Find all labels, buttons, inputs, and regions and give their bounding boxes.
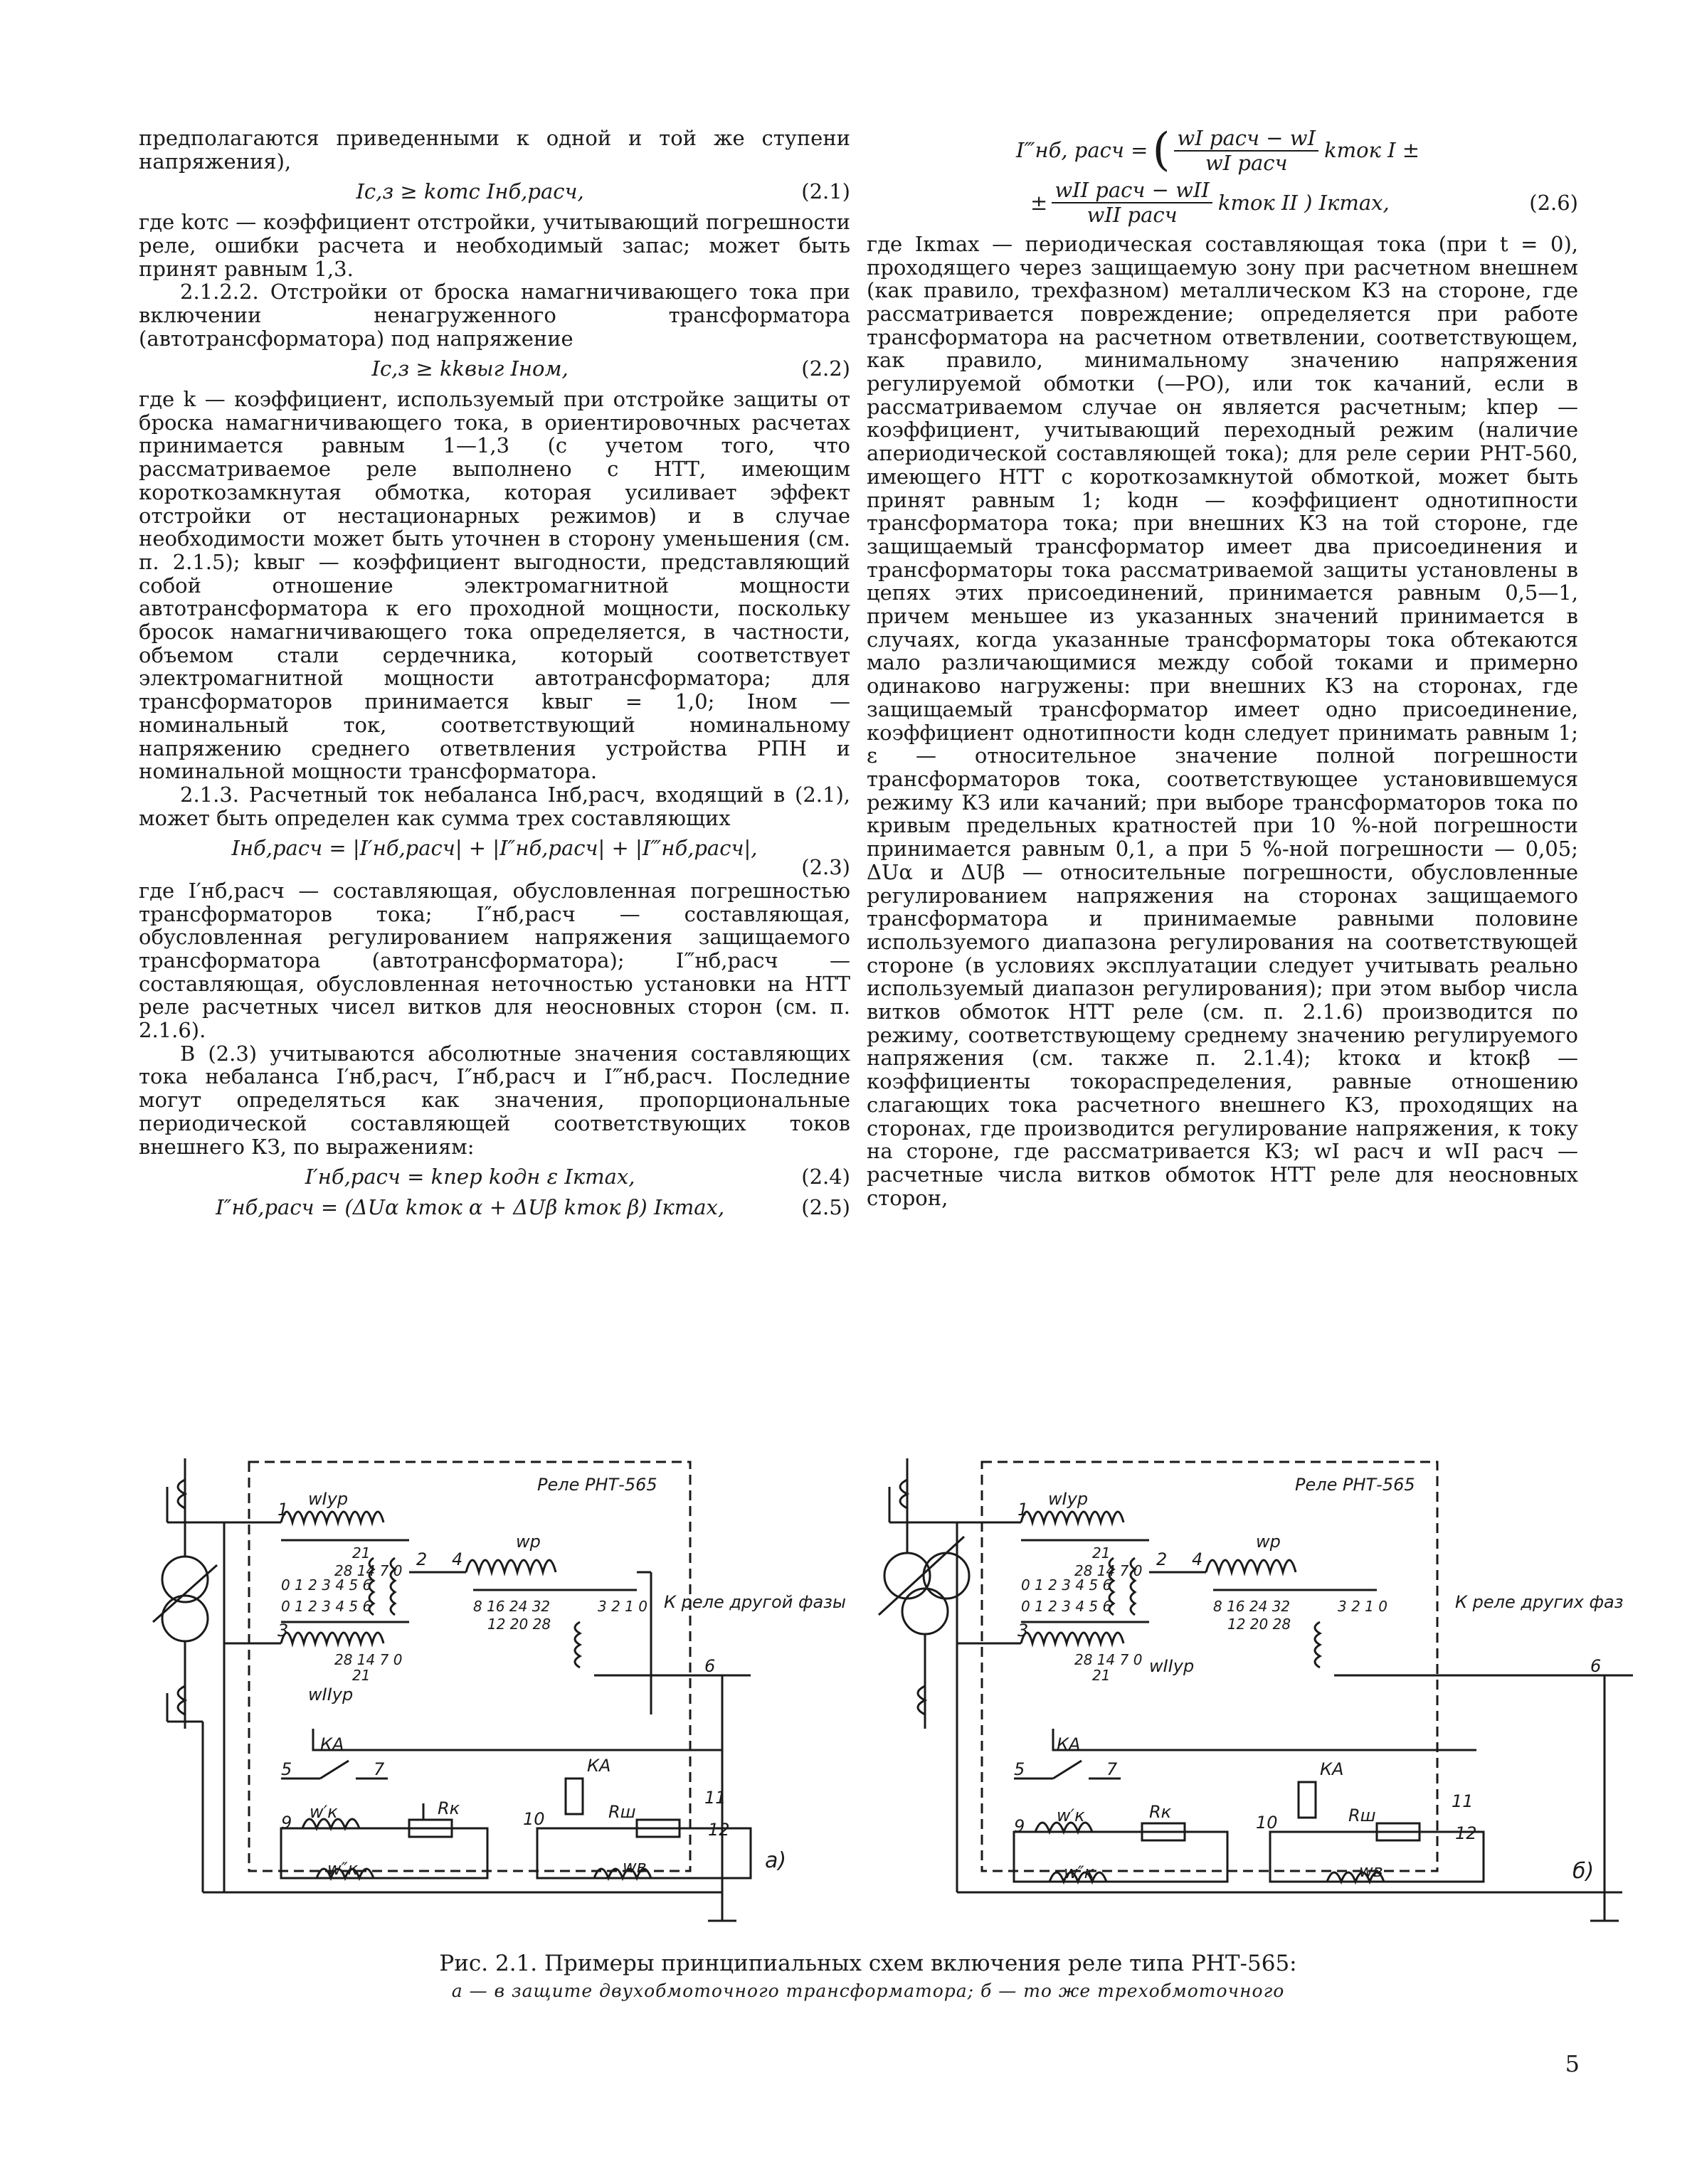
svg-text:21: 21: [352, 1544, 371, 1562]
rk-label: Rк: [438, 1798, 460, 1818]
wk2-label: w″к: [327, 1859, 359, 1879]
svg-text:5: 5: [281, 1759, 292, 1779]
scheme-b: [879, 1458, 1633, 1921]
svg-text:11: 11: [1452, 1791, 1474, 1811]
ka-label: КА: [320, 1734, 344, 1754]
scheme-a-label: а): [765, 1848, 787, 1873]
rsh-label: Rш: [608, 1802, 636, 1822]
svg-text:9: 9: [1014, 1816, 1025, 1836]
wp-label: wр: [516, 1532, 541, 1552]
equation-2-4: I′нб,расч = kпер kодн ε Iкmax, (2.4): [305, 1165, 850, 1189]
svg-text:6: 6: [1590, 1656, 1602, 1676]
svg-text:0 1 2 3 4 5 6: 0 1 2 3 4 5 6: [281, 1576, 372, 1594]
svg-text:8 16 24 32: 8 16 24 32: [473, 1598, 551, 1615]
paragraph: предполагаются приведенными к одной и той же ступени напряжения),: [139, 126, 850, 174]
svg-text:4: 4: [452, 1549, 463, 1569]
svg-text:0 1 2 3 4 5 6: 0 1 2 3 4 5 6: [1021, 1598, 1112, 1615]
paragraph: где kотс — коэффициент отстройки, учитывающий погрешности реле, ошибки расчета и необходимый запас; может быть принят равным 1,3.: [139, 210, 850, 281]
svg-text:1: 1: [277, 1500, 289, 1520]
svg-text:28 14 7 0: 28 14 7 0: [1074, 1562, 1143, 1579]
equation-2-1: Iс,з ≥ kотс Iнб,расч, (2.1): [356, 179, 850, 204]
wk1-label: w′к: [310, 1802, 338, 1822]
wv-label: wв: [623, 1857, 647, 1877]
figure-caption: [139, 1951, 1597, 2001]
page-number: 5: [1565, 2050, 1580, 2077]
svg-text:3 2 1 0: 3 2 1 0: [1338, 1598, 1387, 1615]
caption-main: Рис. 2.1. Примеры принципиальных схем включения реле типа РНТ-565:: [439, 1951, 1297, 1976]
svg-text:28 14 7 0: 28 14 7 0: [334, 1651, 403, 1668]
svg-text:6: 6: [704, 1656, 716, 1676]
svg-text:3 2 1 0: 3 2 1 0: [598, 1598, 647, 1615]
svg-text:3: 3: [1017, 1621, 1029, 1640]
svg-text:12: 12: [708, 1820, 730, 1840]
equation-2-3: Iнб,расч = |I′нб,расч| + |I″нб,расч| + |I‴нб,расч|,: [231, 836, 758, 861]
to-other-phase: К реле другой фазы: [664, 1592, 846, 1612]
scheme-b-label: б): [1572, 1859, 1595, 1884]
rsh-label: Rш: [1348, 1806, 1376, 1825]
svg-text:10: 10: [523, 1809, 545, 1829]
paragraph: 2.1.2.2. Отстройки от броска намагничивающего тока при включении ненагруженного трансформатора (автотрансформатора) под напряжение: [139, 280, 850, 351]
equation-2-5: I″нб,расч = (ΔUα kток α + ΔUβ kток β) Iкmax, (2.5): [216, 1194, 850, 1219]
relay-label-a: Реле РНТ-565: [537, 1475, 657, 1495]
paragraph: где I′нб,расч — составляющая, обусловленная погрешностью трансформаторов тока; I″нб,расч — составляющая, обусловленная регулированием напряжения защищаемого трансформатора (автотрансформатора); I‴нб,расч — составляющая, обусловленная неточностью установки на НТТ реле расчетных чисел витков для неосновных сторон (см. п. 2.1.6).: [139, 878, 850, 1043]
scheme-a: [153, 1458, 751, 1921]
w1-label: wIур: [308, 1489, 349, 1509]
ka-label-2: КА: [1320, 1759, 1344, 1779]
svg-text:2: 2: [1156, 1549, 1168, 1569]
svg-text:0 1 2 3 4 5 6: 0 1 2 3 4 5 6: [281, 1598, 372, 1615]
svg-text:28 14 7 0: 28 14 7 0: [334, 1562, 403, 1579]
svg-text:11: 11: [704, 1788, 726, 1808]
w2-label: wIIур: [308, 1685, 354, 1705]
paragraph: где k — коэффициент, используемый при отстройке защиты от броска намагничивающего тока, в ориентировочных расчетах принимается равным 1—1,3 (с учетом того, что рассматриваемое реле выполнено с НТТ, имеющим короткозамкнутая обмотка, которая усиливает эффект отстройки от нестационарных режимов) и в случае необходимости может быть уточнен в сторону уменьшения (см. п. 2.1.5); kвыг — коэффициент выгодности, представляющий собой отношение электромагнитной мощности автотрансформатора к его проходной мощности, поскольку бросок намагничивающего тока определяется, в частности, объемом стали сердечника, который соответствует электромагнитной мощности автотрансформатора; для трансформаторов принимается kвыг = 1,0; Iном — номинальный ток, соответствующий номинальному напряжению среднего ответвления устройства РПН и номинальной мощности трансформатора.: [139, 387, 850, 784]
svg-text:21: 21: [1092, 1667, 1111, 1684]
svg-text:9: 9: [281, 1813, 292, 1833]
equation-number: (2.3): [801, 855, 850, 880]
paragraph: В (2.3) учитываются абсолютные значения составляющих тока небаланса I′нб,расч, I″нб,расч и I‴нб,расч. Последние могут определяться как значения, пропорциональные периодической составляющей соответствующих токов внешнего КЗ, по выражениям:: [139, 1041, 850, 1159]
svg-text:21: 21: [1092, 1544, 1111, 1562]
svg-text:1: 1: [1017, 1500, 1029, 1520]
paragraph: 2.1.3. Расчетный ток небаланса Iнб,расч, входящий в (2.1), может быть определен как сумма трех составляющих: [139, 782, 850, 830]
svg-text:10: 10: [1256, 1813, 1278, 1833]
svg-text:4: 4: [1192, 1549, 1203, 1569]
ka-label-2: КА: [587, 1756, 611, 1776]
wk1-label: w′к: [1057, 1806, 1085, 1825]
right-column: [867, 124, 1578, 1210]
svg-text:28 14 7 0: 28 14 7 0: [1074, 1651, 1143, 1668]
svg-text:7: 7: [374, 1759, 385, 1779]
wp-label: wр: [1256, 1532, 1281, 1552]
wk2-label: w″к: [1064, 1862, 1095, 1882]
svg-text:12: 12: [1455, 1823, 1477, 1843]
figure-relay-schemes: [139, 1430, 1624, 1942]
svg-text:7: 7: [1106, 1759, 1118, 1779]
svg-text:5: 5: [1014, 1759, 1025, 1779]
svg-text:12 20 28: 12 20 28: [1227, 1616, 1291, 1633]
w2-label: wIIур: [1149, 1656, 1195, 1676]
wv-label: wв: [1359, 1861, 1383, 1881]
svg-text:21: 21: [352, 1667, 371, 1684]
relay-label-b: Реле РНТ-565: [1295, 1475, 1415, 1495]
svg-text:8 16 24 32: 8 16 24 32: [1213, 1598, 1291, 1615]
w1-label: wIур: [1048, 1489, 1089, 1509]
svg-text:0 1 2 3 4 5 6: 0 1 2 3 4 5 6: [1021, 1576, 1112, 1594]
rk-label: Rк: [1149, 1802, 1172, 1822]
svg-text:3: 3: [277, 1621, 289, 1640]
caption-sub: а — в защите двухобмоточного трансформатора; б — то же трехобмоточного: [451, 1981, 1285, 2001]
equation-2-2: Iс,з ≥ kkвыг Iном, (2.2): [371, 356, 850, 381]
svg-text:2: 2: [416, 1549, 428, 1569]
equation-2-6: I‴нб, расч = ( $\frac{\text{wI расч − wI}}{\text{wI расч}}$ kток I ± ± $\frac{\text{wII расч − wII}}{\text{wII расч}}$ kток II ) Iкmax, (2.6): [1016, 124, 1578, 228]
ka-label: КА: [1057, 1734, 1081, 1754]
paragraph: где Iкmax — периодическая составляющая тока (при t = 0), проходящего через защищаемую зону при расчетном внешнем (как правило, трехфазном) металлическом КЗ на стороне, где рассматривается повреждение; определяется при работе трансформатора на расчетном ответвлении, соответствующем, как правило, минимальному значению напряжения регулируемой обмотки (—РО), или ток качаний, если в рассматриваемом случае он является расчетным; kпер — коэффициент, учитывающий переходный режим (наличие апериодической составляющей тока); для реле серии РНТ-560, имеющего НТТ с короткозамкнутой обмоткой, может быть принят равным 1; kодн — коэффициент однотипности трансформатора тока; при внешних КЗ на той стороне, где защищаемый трансформатор имеет два присоединения и трансформаторы тока рассматриваемой защиты установлены в цепях этих присоединений, принимается равным 0,5—1, причем меньшее из указанных значений принимается в случаях, когда указанные трансформаторы тока обтекаются мало различающимися между собой токами и примерно одинаково нагружены: при внешних КЗ на сторонах, где защищаемый трансформатор имеет одно присоединение, коэффициент однотипности kодн следует принимать равным 1; ε — относительное значение полной погрешности трансформаторов тока, соответствующее установившемуся режиму КЗ или качаний; при выборе трансформаторов тока по кривым предельных кратностей при 10 %-ной погрешности принимается равным 0,1, а при 5 %-ной погрешности — 0,05; ΔUα и ΔUβ — относительные погрешности, обусловленные регулированием напряжения на сторонах защищаемого трансформатора и принимаемые равными половине используемого диапазона регулирования на соответствующей стороне (в условиях эксплуатации следует учитывать реально используемый диапазон регулирования); при этом выбор числа витков обмоток НТТ реле (см. п. 2.1.6) производится по режиму, соответствующему среднему значению регулируемого напряжения (см. также п. 2.1.4); kтокα и kтокβ — коэффициенты токораспределения, равные отношению слагающих тока расчетного внешнего КЗ, проходящих на сторонах, где производится регулирование напряжения, к току на стороне, где рассматривается КЗ; wI расч и wII расч — расчетные числа витков обмоток НТТ реле для неосновных сторон,: [867, 231, 1578, 1210]
svg-text:12 20 28: 12 20 28: [487, 1616, 551, 1633]
to-other-phases: К реле других фаз: [1455, 1592, 1624, 1612]
left-column: [139, 127, 850, 1226]
